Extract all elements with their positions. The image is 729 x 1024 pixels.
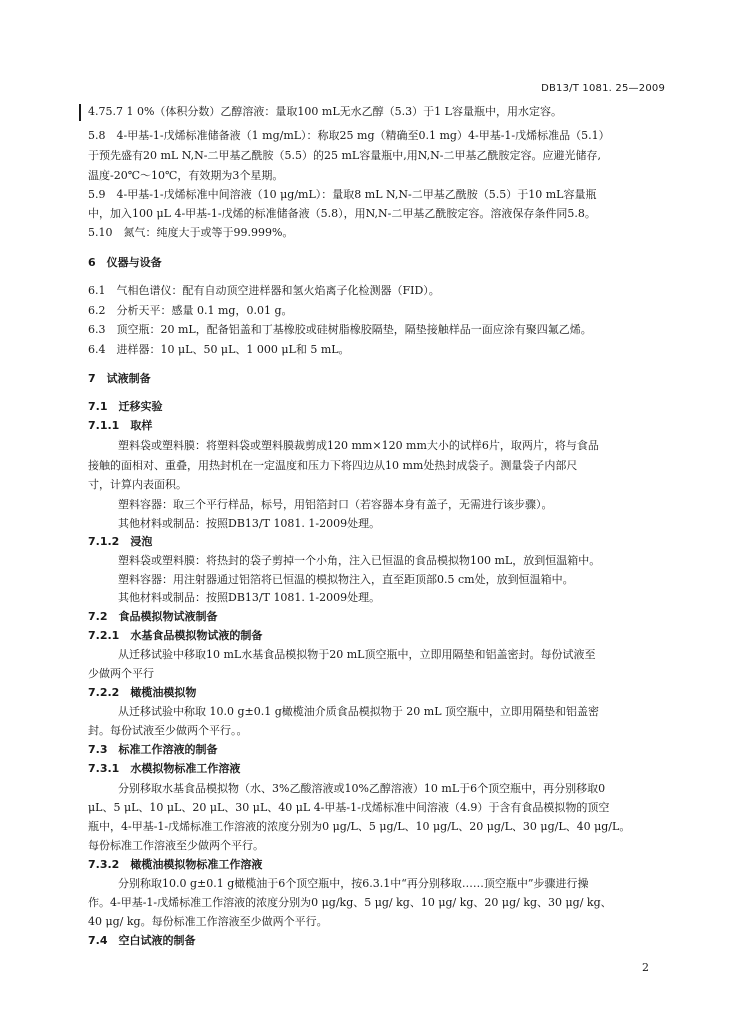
- olive-standard-text-line2: 作。4-甲基-1-戊烯标准工作溶液的浓度分别为0 μg/kg、5 μg/ kg、10 μg/ kg、20 μg/ kg、30 μg/ kg、: [88, 896, 612, 909]
- change-bar-mark: [79, 104, 81, 121]
- sampling-bag-text: 塑料袋或塑料膜：将塑料袋或塑料膜裁剪成120 mm×120 mm大小的试样6片，取两片，将与食品: [118, 439, 599, 452]
- clause-7-2-2-heading: 7.2.2 橄榄油模拟物: [88, 686, 197, 699]
- clause-5-8-line2: 于预先盛有20 mL N,N-二甲基乙酰胺（5.5）的25 mL容量瓶中,用N,N-二甲基乙酰胺定容。应避光储存,: [88, 149, 601, 162]
- clause-6-2: 6.2 分析天平：感量 0.1 mg，0.01 g。: [88, 304, 293, 317]
- clause-5-9: 5.9 4-甲基-1-戊烯标准中间溶液（10 μg/mL）：量取8 mL N,N-二甲基乙酰胺（5.5）于10 mL容量瓶: [88, 188, 597, 201]
- clause-7-4-heading: 7.4 空白试液的制备: [88, 934, 196, 947]
- water-standard-text-line2: μL、5 μL、10 μL、20 μL、30 μL、40 μL 4-甲基-1-戊烯标准中间溶液（4.9）于含有食品模拟物的顶空: [88, 801, 610, 814]
- clause-7-2-1-heading: 7.2.1 水基食品模拟物试液的制备: [88, 629, 263, 642]
- clause-7-3-1-heading: 7.3.1 水模拟物标准工作溶液: [88, 762, 241, 775]
- clause-6-4: 6.4 进样器：10 μL、50 μL、1 000 μL和 5 mL。: [88, 343, 350, 356]
- clause-7-3-heading: 7.3 标准工作溶液的制备: [88, 743, 218, 756]
- olive-oil-text-line2: 封。每份试液至少做两个平行。。: [88, 724, 248, 737]
- document-header-number: DB13/T 1081. 25—2009: [541, 83, 665, 94]
- olive-standard-text-line3: 40 μg/ kg。每份标准工作溶液至少做两个平行。: [88, 915, 328, 928]
- clause-7-3-2-heading: 7.3.2 橄榄油模拟物标准工作溶液: [88, 858, 263, 871]
- water-standard-text: 分别移取水基食品模拟物（水、3%乙酸溶液或10%乙醇溶液）10 mL于6个顶空瓶中，再分别移取0: [118, 782, 606, 795]
- clause-7-1-heading: 7.1 迁移实验: [88, 400, 163, 413]
- clause-7-1-1-heading: 7.1.1 取样: [88, 419, 153, 432]
- section-6-heading: 6 仪器与设备: [88, 256, 162, 269]
- clause-5-10: 5.10 氮气：纯度大于或等于99.999%。: [88, 226, 294, 239]
- water-simulant-text: 从迁移试验中移取10 mL水基食品模拟物于20 mL顶空瓶中，立即用隔垫和铝盖密封。每份试液至: [118, 648, 596, 661]
- water-standard-text-line3: 瓶中，4-甲基-1-戊烯标准工作溶液的浓度分别为0 μg/L、5 μg/L、10 μg/L、20 μg/L、30 μg/L、40 μg/L。: [88, 820, 631, 833]
- clause-7-1-2-heading: 7.1.2 浸泡: [88, 535, 153, 548]
- sampling-other-text: 其他材料或制品：按照DB13/T 1081. 1-2009处理。: [118, 517, 381, 530]
- clause-5-9-line2: 中，加入100 μL 4-甲基-1-戊烯的标准储备液（5.8），用N,N-二甲基乙酰胺定容。溶液保存条件同5.8。: [88, 207, 596, 220]
- clause-5-8-line3: 温度-20℃～10℃，有效期为3个星期。: [88, 169, 284, 182]
- clause-6-1: 6.1 气相色谱仪：配有自动顶空进样器和氢火焰离子化检测器（FID）。: [88, 284, 440, 297]
- sampling-bag-text-line2: 接触的面相对、重叠，用热封机在一定温度和压力下将四边从10 mm处热封成袋子。测量袋子内部尺: [88, 459, 578, 472]
- soaking-container-text: 塑料容器：用注射器通过铝箔将已恒温的模拟物注入，直至距顶部0.5 cm处，放到恒温箱中。: [118, 573, 574, 586]
- section-7-heading: 7 试液制备: [88, 372, 151, 385]
- clause-5-8: 5.8 4-甲基-1-戊烯标准储备液（1 mg/mL）：称取25 mg（精确至0.1 mg）4-甲基-1-戊烯标准品（5.1）: [88, 129, 610, 142]
- water-standard-text-line4: 每份标准工作溶液至少做两个平行。: [88, 839, 264, 852]
- soaking-bag-text: 塑料袋或塑料膜：将热封的袋子剪掉一个小角，注入已恒温的食品模拟物100 mL，放到恒温箱中。: [118, 554, 601, 567]
- sampling-container-text: 塑料容器：取三个平行样品，标号，用铝箔封口（若容器本身有盖子，无需进行该步骤）。: [118, 498, 553, 511]
- clause-6-3: 6.3 顶空瓶：20 mL，配备铝盖和丁基橡胶或硅树脂橡胶隔垫，隔垫接触样品一面应涂有聚四氟乙烯。: [88, 323, 592, 336]
- olive-standard-text: 分别称取10.0 g±0.1 g橄榄油于6个顶空瓶中，按6.3.1中“再分别移取……顶空瓶中”步骤进行操: [118, 877, 589, 890]
- clause-7-2-heading: 7.2 食品模拟物试液制备: [88, 610, 218, 623]
- page-number: 2: [642, 961, 649, 974]
- olive-oil-text: 从迁移试验中称取 10.0 g±0.1 g橄榄油介质食品模拟物于 20 mL 顶空瓶中，立即用隔垫和铝盖密: [118, 705, 599, 718]
- water-simulant-text-line2: 少做两个平行: [88, 667, 154, 680]
- clause-4-75-7: 4.75.7 1 0%（体积分数）乙醇溶液：量取100 mL无水乙醇（5.3）于1 L容量瓶中，用水定容。: [88, 105, 562, 118]
- sampling-bag-text-line3: 寸，计算内表面积。: [88, 478, 187, 491]
- soaking-other-text: 其他材料或制品：按照DB13/T 1081. 1-2009处理。: [118, 591, 381, 604]
